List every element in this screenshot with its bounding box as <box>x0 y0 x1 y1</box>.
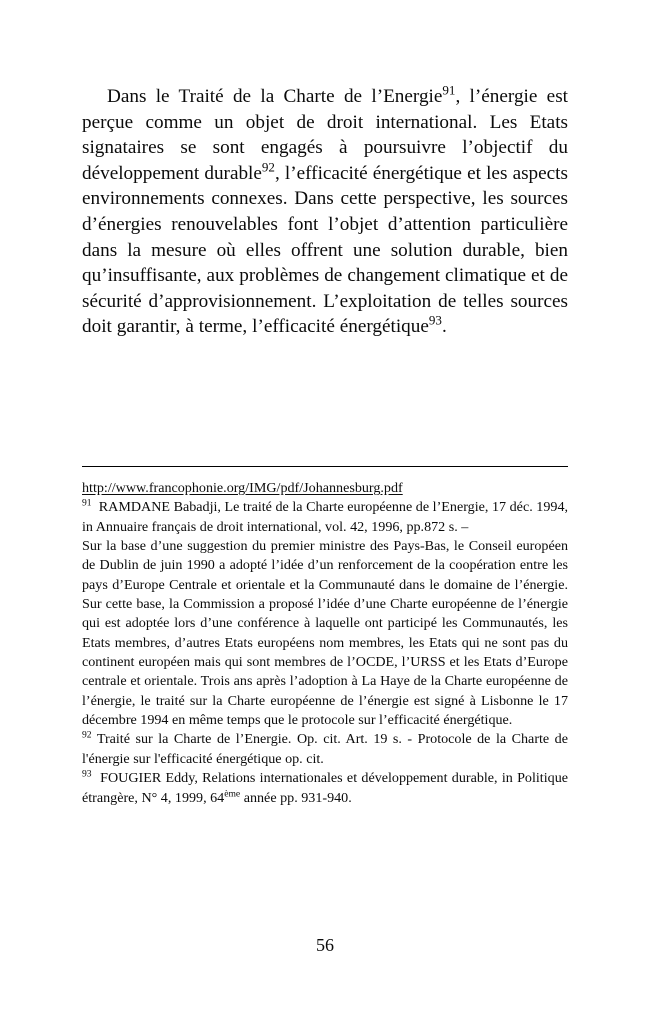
footnote-93-ordinal-suffix: ème <box>224 787 241 799</box>
footnote-92-text: Traité sur la Charte de l’Energie. Op. cit. Art. 19 s. - Protocole de la Charte de l'énergie sur l'efficacité énergétique op. cit. <box>82 731 568 767</box>
footnote-91-text: RAMDANE Babadji, Le traité de la Charte européenne de l’Energie, 17 déc. 1994, in Annuaire français de droit international, vol. 42, 1996, pp.872 s. – <box>82 499 569 535</box>
body-text-block <box>82 84 568 340</box>
footnote-93-marker: 93 <box>82 768 92 780</box>
footnote-92-marker: 92 <box>82 729 92 741</box>
paragraph-segment-2: , l’énergie est perçue comme un objet de droit international. Les Etats signataires se sont engagés à poursuivre l’objectif du développement durable <box>82 86 568 184</box>
paragraph-segment-4: . <box>441 316 447 338</box>
footnote-reference-92: 92 <box>261 159 275 175</box>
paragraph-segment-1: Dans le Traité de la Charte de l’Energie <box>107 86 443 107</box>
footnote-91 <box>82 498 568 537</box>
footnote-93-spacer <box>92 770 101 786</box>
footnote-url-carryover[interactable]: http://www.francophonie.org/IMG/pdf/Johannesburg.pdf <box>82 480 403 496</box>
footnote-reference-91: 91 <box>442 82 456 98</box>
page-number: 56 <box>316 935 334 955</box>
footnote-92 <box>82 730 568 769</box>
footnote-93 <box>82 769 568 808</box>
footnote-block <box>82 479 568 808</box>
footnote-separator-rule <box>82 466 568 467</box>
footnote-91-continuation: Sur la base d’une suggestion du premier ministre des Pays-Bas, le Conseil européen de Dublin de juin 1990 a adopté l’idée d’un renforcement de la coopération entre les pays d’Europe Centrale et orientale et la Communauté dans le domaine de l’énergie. Sur cette base, la Commission a proposé l’idée d’une Charte européenne de l’énergie qui est adoptée lors d’une conférence à laquelle ont participé les Communautés, les Etats membres, d’autres Etats européens nom membres, les Etats qui ne sont pas du continent européen mais qui sont membres de l’OCDE, l’URSS et les Etats d’Europe centrale et orientale. Trois ans après l’adoption à La Haye de la Charte européenne de l’énergie, le traité sur la Charte européenne de l’énergie est signé à Lisbonne le 17 décembre 1994 en même temps que le protocole sur l’efficacité énergétique. <box>82 538 568 729</box>
footnote-93-text-part-2: année pp. 931-940. <box>240 789 352 806</box>
footnote-91-spacer <box>92 499 99 515</box>
paragraph-segment-3: , l’efficacité énergétique et les aspects environnements connexes. Dans cette perspective, les sources d’énergies renouvelables font l’objet d’attention particulière dans la mesure où elles offrent une solution durable, bien qu’insuffisante, aux problèmes de changement climatique et de sécurité d’approvisionnement. L’exploitation de telles sources doit garantir, à terme, l’efficacité énergétique <box>82 162 568 338</box>
footnote-reference-93: 93 <box>428 312 442 328</box>
footnote-93-text-part-1: FOUGIER Eddy, Relations internationales et développement durable, in Politique étrangère, N° 4, 1999, 64 <box>82 770 568 806</box>
footnote-91-marker: 91 <box>82 497 92 509</box>
body-paragraph <box>82 84 568 340</box>
